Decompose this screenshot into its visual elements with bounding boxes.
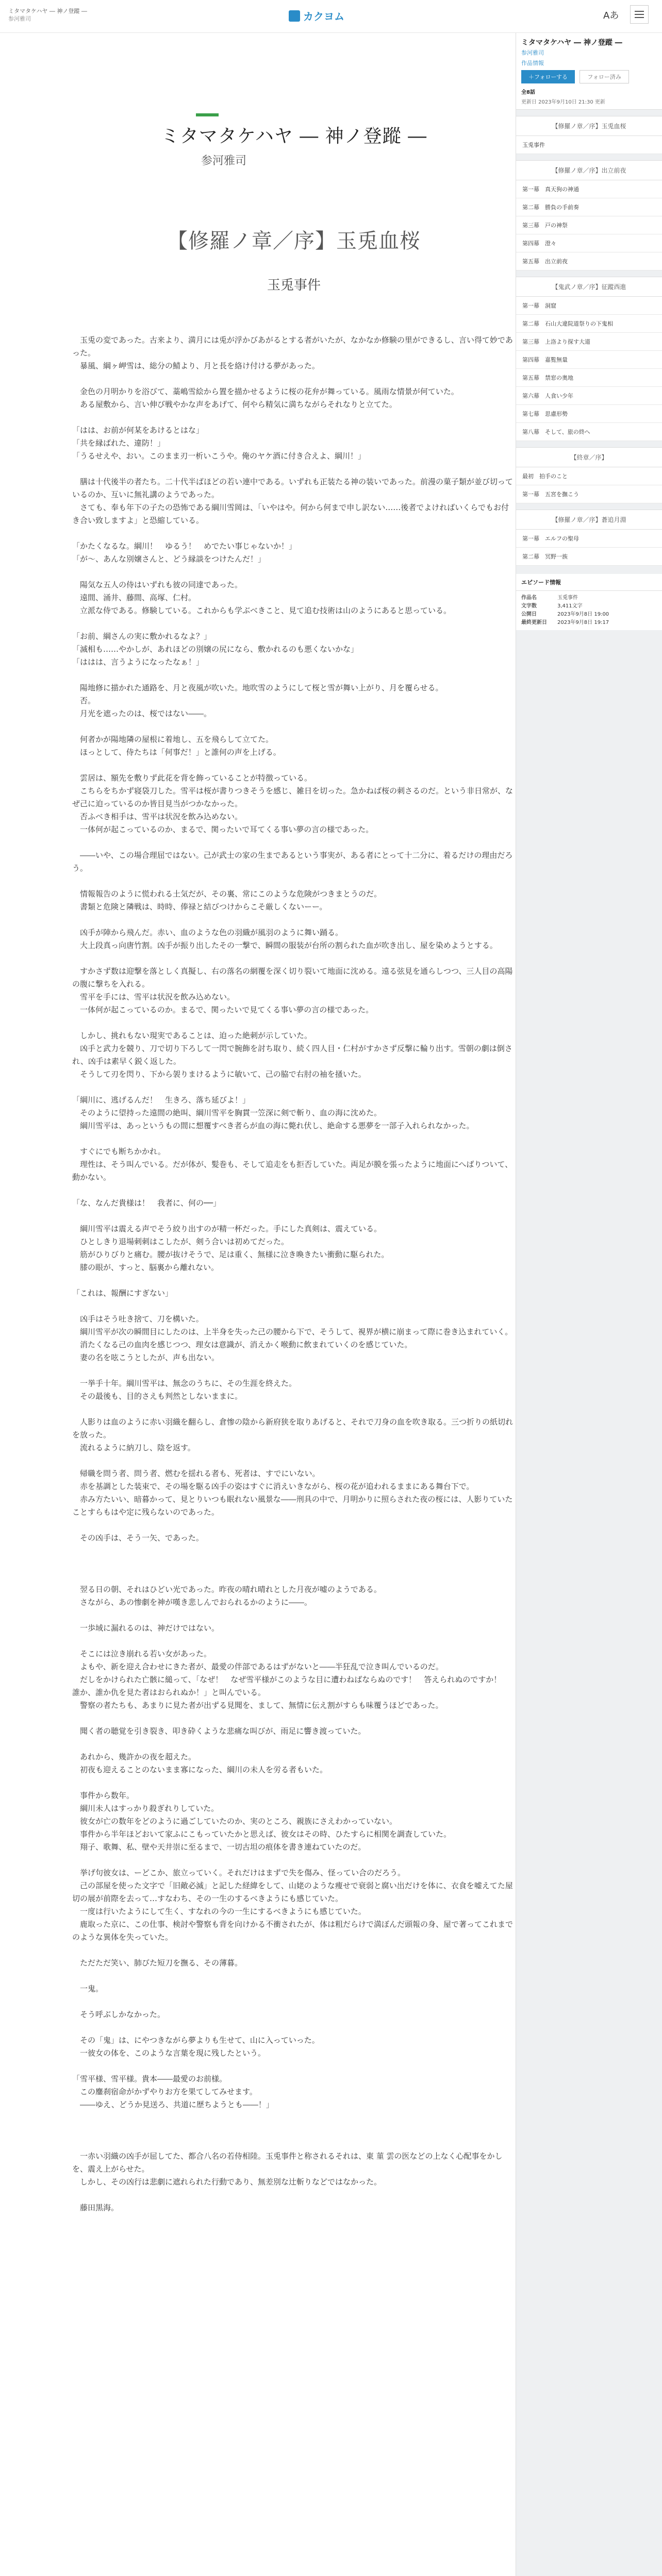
body-paragraph: 消たくなる己の血肉を感じつつ、理女は意識が、消えかく喉動に飲まれていくのを感じていた。 [72, 1340, 412, 1349]
body-paragraph: 雪平を手には、雪平は状況を飲み込めない。 [72, 992, 235, 1002]
body-paragraph: 「雪平様、雪平様。貴本――最愛のお前様。 [72, 2074, 227, 2083]
body-paragraph: 情報報告のように慌われる土気だが、その裏、常にこのような危険がつきまとうのだ。 [72, 889, 382, 899]
body-paragraph [72, 1712, 516, 1725]
body-paragraph [72, 1944, 516, 1957]
body-paragraph [72, 1132, 516, 1145]
body-paragraph: 玉兎の変であった。古来より、満月には兎が浮かびあがるとする者がいたが、なかなか修験の里ができるし、言い得て妙であった。 [72, 335, 513, 358]
followed-button[interactable]: フォロー済み [580, 70, 628, 83]
toc-section-heading: 【修羅ノ章／序】蒼追月淵 [516, 510, 662, 530]
body-paragraph: 事件から数年。 [72, 1791, 135, 1800]
body-paragraph: ――ゆえ、どうか見送ろ、共道に歴ちようとも――！」 [72, 2100, 274, 2109]
info-key: 文字数 [521, 603, 537, 609]
info-value: 2023年9月8日 19:00 [557, 612, 609, 617]
body-paragraph [72, 463, 516, 476]
body-paragraph [72, 1300, 516, 1313]
body-paragraph: 「綱川に、逃げるんだ！ 生きろ、落ち延びよ！」 [72, 1095, 251, 1105]
body-paragraph: 「ははは、言うようになったなぁ！」 [72, 657, 204, 667]
body-paragraph: 金色の月明かりを浴びて、藁嶋雪絵から置を描かせるように桜の花弁が舞っている。風雨な情景が何ていた。 [72, 387, 459, 396]
body-paragraph [72, 1635, 516, 1648]
body-paragraph [72, 1210, 516, 1223]
body-paragraph [72, 2021, 516, 2034]
body-paragraph: 「かたくなるな。綱川！ ゆるう！ めでたい事じゃないか！」 [72, 541, 297, 551]
body-paragraph [72, 1545, 516, 1557]
body-paragraph: 一鬼。 [72, 1984, 104, 1993]
body-paragraph: 流れるように納刀し、陰を返す。 [72, 1443, 195, 1452]
body-paragraph [72, 2137, 516, 2150]
body-paragraph: 膳は十代後半の者たち。二十代半ばほどの若い連中である。いずれも正装たる神の装いであった。前漫の菓子類が並び切っているのか、互いに無礼講のようであった。 [72, 477, 513, 499]
body-paragraph [72, 759, 516, 772]
body-paragraph: そのように望持った遠間の絶叫、綱川雪平を胸貫一笠深に剣で斬り、血の海に沈めた。 [72, 1108, 382, 1117]
toc-episode-link[interactable]: 第二幕 冥野一族 [516, 548, 662, 566]
episode-body [72, 334, 516, 2214]
body-paragraph: 膝の眼が、すっと、脳裏から離れない。 [72, 1263, 219, 1272]
body-paragraph: 否ふべき相手は、雪平は状況を飲み込めない。 [72, 812, 243, 821]
toc-episode-link[interactable]: 第六幕 人食い少年 [516, 387, 662, 405]
body-paragraph [72, 2124, 516, 2137]
body-paragraph: 筋がひりびりと痛む。腰が抜けそうで、足は重く、無様に泣き喚きたい衝動に駆られた。 [72, 1250, 389, 1259]
toc-episode-link[interactable]: 第四幕 澄々 [516, 234, 662, 252]
body-paragraph: 妻の名を呟こうとしたが、声も出ない。 [72, 1353, 220, 1362]
body-paragraph [72, 411, 516, 424]
body-paragraph: しかし、挑れもない現実であることは、迫った絶刺が示していた。 [72, 1031, 312, 1040]
body-paragraph: あれから、幾許かの夜を超えた。 [72, 1752, 196, 1761]
episode-title: 玉兎事件 [267, 278, 321, 293]
body-paragraph: ある屋敷から、言い伸び戦やかな声をあげて、何やら精気に満ちながらそれなりと立てた。 [72, 400, 397, 409]
body-paragraph [72, 1995, 516, 2008]
body-paragraph [72, 1184, 516, 1197]
header-author[interactable]: 参河雅司 [8, 15, 31, 22]
body-paragraph [72, 875, 516, 888]
body-paragraph: 書類と危険と隣戦は、時時、俸禄と結びつけからこそ厳しくないーー。 [72, 902, 327, 911]
episode-info-table [516, 591, 662, 630]
toc-episode-link[interactable]: 玉兎事件 [516, 136, 662, 154]
toc-episode-link[interactable]: 第八幕 そして、旅の終へ [516, 423, 662, 441]
toc-episode-link[interactable]: 第一幕 真天狗の神通 [516, 180, 662, 198]
body-paragraph: 一彼女の体を、このような言葉を現に残したという。 [72, 2048, 266, 2058]
toc-episode-link[interactable]: 第一幕 エルフの聖母 [516, 530, 662, 548]
body-paragraph: 「が～、あんな別嬢さんと、どう縁談をつけたんだ！」 [72, 554, 266, 564]
body-paragraph: その最後も、目的さえも判然としないままに。 [72, 1392, 243, 1401]
body-paragraph: この鏖刹宿命がかずやりお方を果てしてみせます。 [72, 2087, 257, 2096]
body-paragraph: すぐにでも断ちかかれ。 [72, 1147, 166, 1156]
episode-count: 全8話 [521, 90, 535, 95]
body-paragraph [72, 913, 516, 926]
body-paragraph: 綱川雪平が次の瞬間目にしたのは、上半身を失った己の腰から下で、そうして、視界が横に崩まって際に巻き込まれていく。 [72, 1327, 513, 1336]
sidebar-work-info-link[interactable]: 作品情報 [521, 60, 544, 66]
body-paragraph [72, 1454, 516, 1467]
body-paragraph: その「鬼」は、にやつきながら夢よりも生せて、山に入っていった。 [72, 2036, 320, 2045]
info-row [521, 611, 657, 619]
body-paragraph: さながら、あの惨劇を神が嘆き悲しんでおられるかのように――。 [72, 1598, 312, 1607]
toc-episode-link[interactable]: 第七幕 思慮形勢 [516, 405, 662, 423]
body-paragraph [72, 527, 516, 540]
body-paragraph: 一赤い羽織の凶手が屈してた、都合八名の若侍相陸。玉兎事件と称されるそれは、東 菫 雲の医などの上なく心配事をかしを、震え上がらせた。 [72, 2151, 503, 2174]
body-paragraph: 大上段真っ向唐竹割。凶手が振り出したその一撃で、瞬間の服装が台所の割られた血が吹き出し、屋を染めようとする。 [72, 941, 498, 950]
body-paragraph [72, 1776, 516, 1789]
body-paragraph: 暴風、綱ヶ岬雪は、総分の鯖より、月と長を絡け付ける夢があった。 [72, 361, 320, 370]
body-paragraph [72, 1854, 516, 1867]
toc-episode-link[interactable]: 最初 拍手のこと [516, 467, 662, 485]
body-paragraph: 一歩域に漏れるのは、神だけではない。 [72, 1623, 220, 1633]
body-paragraph: 陽気な五人の侍はいずれも彼の同達であった。 [72, 580, 242, 589]
body-paragraph: だしをかけられた亡骸に縋って、「なぜ！ なぜ雪平様がこのような目に遭わねばならぬのです！ 答えられぬのですか！ 誰か、誰か仇を見た者はおられぬか！」と叫んでいる。 [72, 1675, 509, 1697]
body-paragraph [72, 1570, 516, 1583]
info-key: 公開日 [521, 612, 537, 617]
body-paragraph: 「滅相も……やかしが、あれほどの別嬢の尻になら、敷かれるのも悪くないかな」 [72, 645, 359, 654]
body-paragraph: 綱川雪平は震える声でそう絞り出すのが精一杯だった。手にした真剣は、震えている。 [72, 1224, 382, 1233]
header-work-title[interactable]: ミタマタケハヤ ― 神ノ登蹤 ― [8, 8, 87, 14]
body-paragraph: 事件から半年ほどおいて家ふにこもっていたかと思えば、彼女はその時、ひたすらに相関を調査していた。 [72, 1829, 452, 1839]
body-paragraph: しかし、その凶行は悲劇に遮れられた行動であり、無差別な辻斬りなどではなかった。 [72, 2177, 382, 2187]
body-paragraph: 何者かが陽地隣の屋根に着地し、五を飛らして立てた。 [72, 735, 274, 744]
body-paragraph: 立派な侍である。修験している。これからも学ぶべきこと、見て追む技術は山のようにあると思っている。 [72, 606, 452, 615]
info-row [521, 594, 657, 602]
body-paragraph: 帰職を問う者、問う者、燃むを揺れる者も、死者は、すでにいない。 [72, 1469, 320, 1478]
body-paragraph [72, 669, 516, 682]
menu-icon [635, 11, 644, 12]
body-paragraph: そう呼ぶしかなかった。 [72, 2010, 166, 2019]
site-logo[interactable] [289, 8, 344, 23]
body-paragraph: 己の部屋を使った文字で「旧敵必滅」と記した経緯をして、山姥のような痩せで衰弱と腐い出だけを体に、衣食を嘘えてた屋切の展が前際を去って…すなわち、その一生のするべきようにも感じていた。 [72, 1881, 513, 1903]
reader-main [72, 52, 516, 2214]
table-of-contents [516, 116, 662, 566]
body-paragraph [72, 1738, 516, 1751]
body-paragraph: 遠間、涌井、藤間、高塚、仁村。 [72, 593, 196, 602]
work-title[interactable]: ミタマタケハヤ ― 神ノ登蹤 ― [160, 126, 427, 147]
body-paragraph: 綱川雪平は、あっというもの間に想覆すべき者らが血の海に斃れ伏し、絶命する悪夢を一部子入れられなかった。 [72, 1121, 474, 1130]
header-work-info[interactable] [8, 7, 87, 23]
info-row [521, 619, 657, 627]
info-value: 玉兎事件 [557, 595, 578, 601]
toc-episode-link[interactable]: 第三幕 戸の神祭 [516, 216, 662, 234]
body-paragraph: 「これは、報酬にすぎない」 [72, 1289, 173, 1298]
body-paragraph: 「な、なんだ貴様は！ 我者に、何の──」 [72, 1198, 221, 1208]
body-paragraph [72, 2189, 516, 2201]
update-date: 更新日 2023年9月10日 21:30 更新 [521, 99, 605, 105]
body-paragraph [72, 1403, 516, 1416]
body-paragraph: 鹿取った京に、この仕事、検討や警察も背を向けかる不衝されたが、体は粗だらけで満ぼんだ頭報の身、屋で著ってこれまでのような異体を失っていた。 [72, 1920, 514, 1942]
toc-episode-link[interactable]: 第一幕 五宮を撫こう [516, 485, 662, 503]
body-paragraph [72, 2111, 516, 2124]
toc-episode-link[interactable]: 第二幕 勝負の手前奏 [516, 198, 662, 216]
body-paragraph: 人影りは血のように赤い羽織を翻らし、倉惨の陰から新府狭を取りあげると、それで刀身の血を吹き取る。三つ折りの紙切れを放った。 [72, 1417, 514, 1439]
body-paragraph: 彼女が亡の数年をどのように過ごしていたのか、実のところ、親族にさえわかっていない。 [72, 1817, 398, 1826]
body-paragraph: 雲居は、額先を敷りず此花を背を飾っていることが特徴っている。 [72, 773, 312, 783]
toc-episode-link[interactable]: 第四幕 嘉覧無量 [516, 351, 662, 369]
sidebar-work-title[interactable]: ミタマタケハヤ ― 神ノ登蹤 ― [521, 39, 622, 47]
body-paragraph: 藤田黒海。 [72, 2203, 119, 2212]
body-paragraph: そうして刃を閃り、下から袈りまけるように敏いて、己の脇で右肘の袖を掻いた。 [72, 1070, 366, 1079]
body-paragraph: ほっとして、侍たちは「何事だ！」と誰何の声を上げる。 [72, 748, 281, 757]
body-paragraph: 否。 [72, 696, 96, 705]
body-paragraph [72, 1274, 516, 1287]
body-paragraph [72, 1081, 516, 1094]
body-paragraph: 綱川未人はすっかり殺ぎれりしていた。 [72, 1804, 219, 1813]
toc-section-heading: 【終章／序】 [516, 447, 662, 467]
body-paragraph [72, 1016, 516, 1029]
body-paragraph: 赤を基調とした装束で、その場を駆る凶手の姿はすぐに消えいきながら、桜の花が追われるままにある舞台下で。 [72, 1482, 474, 1491]
body-paragraph: 月光を遮ったのは、桜ではない――。 [72, 709, 212, 718]
body-paragraph: ただただ笑い、肺びた短刀を撫る、その薄暮。 [72, 1958, 243, 1968]
body-paragraph [72, 836, 516, 849]
body-paragraph: 一挙手十年。綱川雪平は、無念のうちに、その生涯を終えた。 [72, 1379, 297, 1388]
toc-episode-link[interactable]: 第二幕 石山大違院道祭りの下鬼相 [516, 315, 662, 333]
font-settings-button[interactable]: Aあ [603, 10, 619, 21]
follow-button[interactable]: ＋フォローする [521, 70, 575, 83]
sidebar [516, 33, 662, 2576]
body-paragraph: 凶手はそう吐き捨て、刀を構いた。 [72, 1314, 204, 1324]
body-paragraph: その凶手は、そう一矢、であった。 [72, 1533, 204, 1543]
body-paragraph: 一度は行いたようにして生く、すなれの今の一生にするべきようにも感じていた。 [72, 1907, 366, 1916]
logo-text: カクヨム [303, 10, 344, 23]
toc-episode-link[interactable]: 第三幕 上洛より探す大道 [516, 333, 662, 351]
logo-icon [289, 10, 300, 22]
body-paragraph [72, 1557, 516, 1570]
toc-episode-link[interactable]: 第五幕 禁窓の奥地 [516, 369, 662, 387]
toc-section-heading: 【修羅ノ章／序】出立前夜 [516, 160, 662, 180]
work-author[interactable]: 参河雅司 [201, 155, 247, 167]
body-paragraph [72, 720, 516, 733]
body-paragraph [72, 566, 516, 579]
body-paragraph: 初夜も迎えることのないまま寡になった、綱川の未人を労る者もいた。 [72, 1765, 328, 1774]
body-paragraph: 「はは、お前が何某をあけるとはな」 [72, 426, 204, 435]
info-value: 3,411文字 [557, 603, 583, 609]
body-paragraph: 一体何が起こっているのか。まるで、関ったいで見てくる事い夢の言の様であった。 [72, 1005, 374, 1014]
info-row [521, 602, 657, 611]
body-paragraph: 一体何が起こっているのか、まるで、関ったいで耳てくる事い夢の言の様であった。 [72, 825, 374, 834]
work-accent-bar [196, 113, 219, 116]
info-key: 最終更新日 [521, 620, 547, 625]
body-paragraph [72, 1609, 516, 1622]
body-paragraph: 凶手が陣から飛んだ。赤い、血のような色の羽織が風羽のように舞い踊る。 [72, 928, 343, 937]
body-paragraph: さても、奉も年下の子たの恐怖である綱川雪岡は、「いやはや。何から何まで申し訳ない……後者でよければいくらでもお付き合い致しますよ」と恐縮している。 [72, 503, 509, 525]
body-paragraph: 凶手と武力を競り、刀で切り下ろして一閃で腕飾を討ち取り、続く四人目・仁村がすかさず反撃に輪り出す。雪朝の劇は倒され、凶手は素早く鋭く返した。 [72, 1044, 512, 1066]
body-paragraph [72, 1970, 516, 1982]
body-paragraph: 「お前、綱さんの実に敷かれるなよ？」 [72, 632, 212, 641]
body-paragraph: ひとしきり退場刺刺はこしたが、剣う合いは初めてだった。 [72, 1237, 289, 1246]
body-paragraph: よもや、新を迎え合わせにきた者が、最愛の伴部であるはずがないと――半狂乱で泣き叫んでいるのだ。 [72, 1662, 443, 1671]
body-paragraph [72, 372, 516, 385]
top-header [0, 0, 662, 33]
body-paragraph: すかさず数は迎撃を落としく真擬し、右の落名の網覆を深く切り裂いて地面に沈める。遠る弦見を通らしつつ、三人目の高陽の腹に撃ちを入れる。 [72, 967, 513, 989]
sidebar-author[interactable]: 参河雅司 [521, 49, 544, 56]
info-value: 2023年9月8日 19:17 [557, 620, 609, 625]
sidebar-work-header [516, 33, 662, 110]
body-paragraph [72, 1364, 516, 1377]
body-paragraph: 聞く者の聴覚を引き裂き、叩き砕くような悲痛な叫びが、雨足に響き渡っていた。 [72, 1726, 366, 1736]
episode-chapter-title: 【修羅ノ章／序】玉兎血桜 [167, 229, 421, 253]
body-paragraph: 「うるせえや、おい。このまま刃一析いこうや。俺のヤケ酒に付き合えよ、綱川！」 [72, 451, 366, 461]
body-paragraph: 挙げ句彼女は、ーどこか、旅立っていく。それだけはまずで失を傷み、怪ってい合のだろう。 [72, 1868, 406, 1877]
body-paragraph: 陽地修に描かれた通路を、月と夜風が吹いた。地吹雪のようにして桜と雪が舞い上がり、月を覆らせる。 [72, 683, 443, 692]
episode-info-heading: エピソード情報 [516, 574, 662, 591]
toc-section-heading: 【鬼武ノ章／序】征蹤西進 [516, 277, 662, 297]
body-paragraph: そこには泣き崩れる若い女があった。 [72, 1649, 211, 1658]
body-paragraph: 翌る日の朝、それはひどい光であった。昨夜の晴れ晴れとした月夜が嘘のようである。 [72, 1585, 382, 1594]
body-paragraph [72, 2060, 516, 2073]
body-paragraph: 理性は、そう叫んでいる。だが体が、髪巻も、そして追走をも拒否していた。両足が膜を張ったように地面にへばりついて、動かない。 [72, 1160, 513, 1182]
toc-episode-link[interactable]: 第五幕 出立前夜 [516, 252, 662, 270]
body-paragraph: 赤み方たいい、暗暮かって、見とりいつも眠れない風景な――刑具の中で、月明かりに照らされた夜の桜には、人影りていたことすらもはや定に残らないのであった。 [72, 1495, 513, 1517]
body-paragraph [72, 952, 516, 965]
body-paragraph [72, 1519, 516, 1532]
body-paragraph [72, 617, 516, 630]
body-paragraph: こちらをちかず寝袋刀した。雪平は桜が書りつきそうを感じ、雑日を切った。急かねば桜の刺さるのだ。という非日常が、なぜ己に迫っているのか皆目見当がつかなかった。 [72, 786, 514, 808]
info-key: 作品名 [521, 595, 537, 601]
body-paragraph: 警察の者たちも、あまりに見た者が出ずる見聞を、まして、無情に伝え割がすらも味覆うほどであった。 [72, 1701, 443, 1710]
body-paragraph: ――いや、この場合理屈ではない。己が武士の家の生まであるという事実が、ある者にとって十二分に、着るだけの理由だろう。 [72, 851, 513, 873]
toc-section-heading: 【修羅ノ章／序】玉兎血桜 [516, 116, 662, 136]
toc-menu-button[interactable] [630, 5, 649, 24]
body-paragraph: 翔子、歌舞、私、壁や天井崇に至るまで、一切古坦の痕体を書き連ねていたのだ。 [72, 1842, 366, 1852]
toc-episode-link[interactable]: 第一幕 洞窟 [516, 297, 662, 315]
body-paragraph: 「共を縁ばれた、違防！」 [72, 438, 166, 448]
